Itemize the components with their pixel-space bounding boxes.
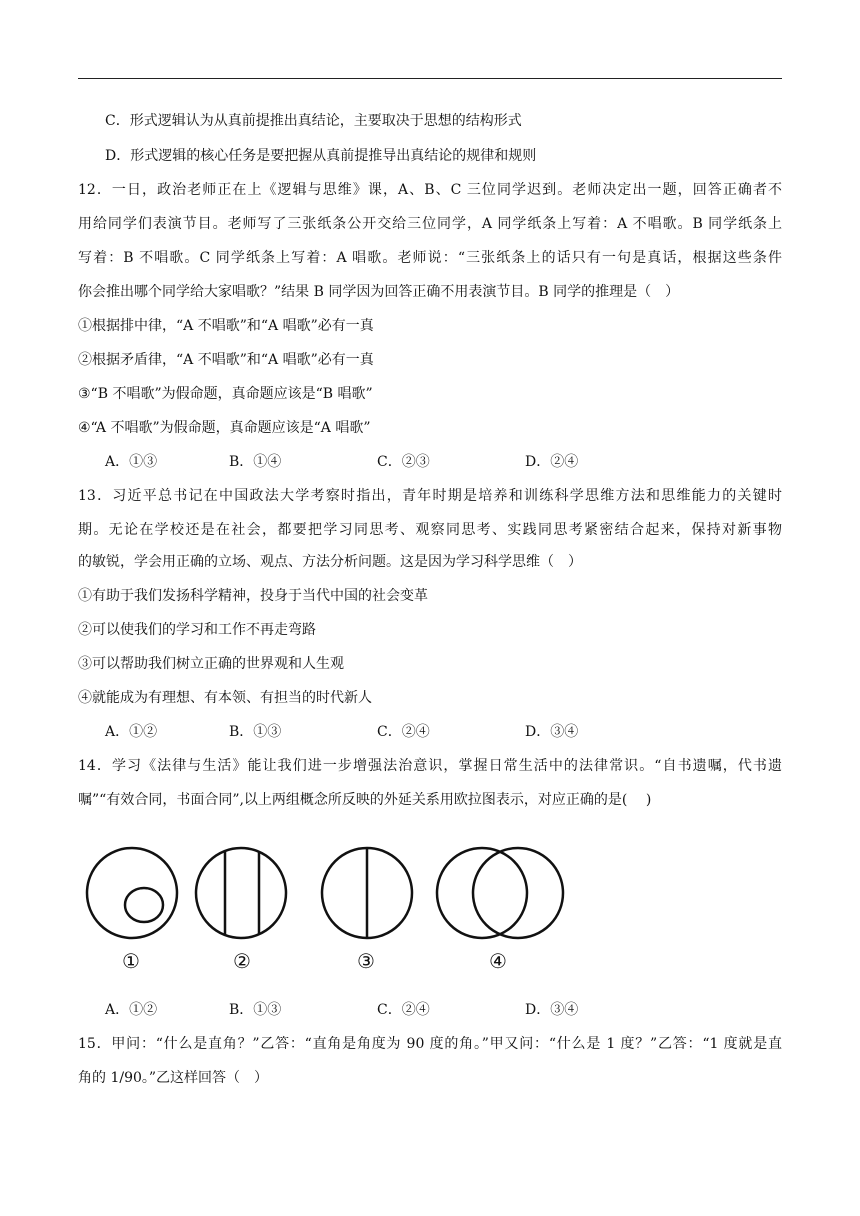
q14-option-a[interactable]: A．①② (105, 1002, 158, 1018)
q13-option-d[interactable]: D．③④ (525, 724, 579, 740)
q12-statement: ②根据矛盾律，“A 不唱歌”和“A 唱歌”必有一真 (78, 352, 374, 368)
q13-option-c[interactable]: C．②④ (377, 724, 430, 740)
q13-stem-line: 的敏锐，学会用正确的立场、观点、方法分析问题。这是因为学习科学思维（ ） (78, 554, 582, 570)
q12-option-a[interactable]: A．①③ (105, 454, 158, 470)
euler-diagram-3 (322, 848, 412, 938)
q13-option-a[interactable]: A．①② (105, 724, 158, 740)
q14-option-b[interactable]: B．①③ (229, 1002, 282, 1018)
q14-stem-line: 14．学习《法律与生活》能让我们进一步增强法治意识，掌握日常生活中的法律常识。“自书遗嘱，代书遗 (78, 758, 782, 774)
euler-diagram-1 (87, 848, 177, 938)
euler-diagrams (78, 838, 598, 978)
q14-options (105, 1000, 705, 1020)
q12-stem-line: 12．一日，政治老师正在上《逻辑与思维》课，A、B、C 三位同学迟到。老师决定出一题，回答正确者不 (78, 182, 782, 198)
q12-option-d[interactable]: D．②④ (525, 454, 579, 470)
q14-stem-line: 嘱”“有效合同，书面合同”,以上两组概念所反映的外延关系用欧拉图表示，对应正确的是( ) (78, 792, 652, 808)
q13-stem-line: 13．习近平总书记在中国政法大学考察时指出，青年时期是培养和训练科学思维方法和思维能力的关键时 (78, 488, 782, 504)
q15-stem-line: 15．甲问：“什么是直角？”乙答：“直角是角度为 90 度的角。”甲又问：“什么是 1 度？”乙答：“1 度就是直 (78, 1036, 782, 1052)
diagram-label-1: ① (122, 949, 140, 973)
q12-statement: ④“A 不唱歌”为假命题，真命题应该是“A 唱歌” (78, 420, 371, 436)
q13-stem-line: 期。无论在学校还是在社会，都要把学习同思考、观察同思考、实践同思考紧密结合起来，保持对新事物 (78, 522, 782, 538)
q12-statement: ①根据排中律，“A 不唱歌”和“A 唱歌”必有一真 (78, 318, 374, 334)
q15-stem-line: 角的 1/90。”乙这样回答（ ） (78, 1070, 269, 1086)
euler-diagram-2 (196, 848, 286, 938)
euler-diagram-4 (437, 848, 563, 938)
q11-option-d: D．形式逻辑的核心任务是要把握从真前提推导出真结论的规律和规则 (105, 148, 537, 164)
header-rule (78, 78, 782, 79)
q12-stem-line: 写着：B 不唱歌。C 同学纸条上写着：A 唱歌。老师说：“三张纸条上的话只有一句是真话，根据这些条件 (78, 250, 782, 266)
q12-statement: ③“B 不唱歌”为假命题，真命题应该是“B 唱歌” (78, 386, 373, 402)
q13-statement: ①有助于我们发扬科学精神，投身于当代中国的社会变革 (78, 588, 428, 604)
q13-option-b[interactable]: B．①③ (229, 724, 282, 740)
q13-options (105, 722, 705, 742)
q11-option-c: C．形式逻辑认为从真前提推出真结论，主要取决于思想的结构形式 (105, 113, 522, 129)
q14-option-d[interactable]: D．③④ (525, 1002, 579, 1018)
q12-stem-line: 你会推出哪个同学给大家唱歌？”结果 B 同学因为回答正确不用表演节目。B 同学的推理是（ ） (78, 284, 680, 300)
diagram-label-4: ④ (489, 949, 507, 973)
q12-options (105, 452, 705, 472)
q14-option-c[interactable]: C．②④ (377, 1002, 430, 1018)
q13-statement: ③可以帮助我们树立正确的世界观和人生观 (78, 656, 344, 672)
diagram-label-2: ② (233, 949, 251, 973)
q12-stem-line: 用给同学们表演节目。老师写了三张纸条公开交给三位同学，A 同学纸条上写着：A 不唱歌。B 同学纸条上 (78, 216, 782, 232)
diagram-label-3: ③ (357, 949, 375, 973)
q13-statement: ④就能成为有理想、有本领、有担当的时代新人 (78, 690, 372, 706)
q13-statement: ②可以使我们的学习和工作不再走弯路 (78, 622, 316, 638)
q12-option-b[interactable]: B．①④ (229, 454, 282, 470)
q12-option-c[interactable]: C．②③ (377, 454, 430, 470)
